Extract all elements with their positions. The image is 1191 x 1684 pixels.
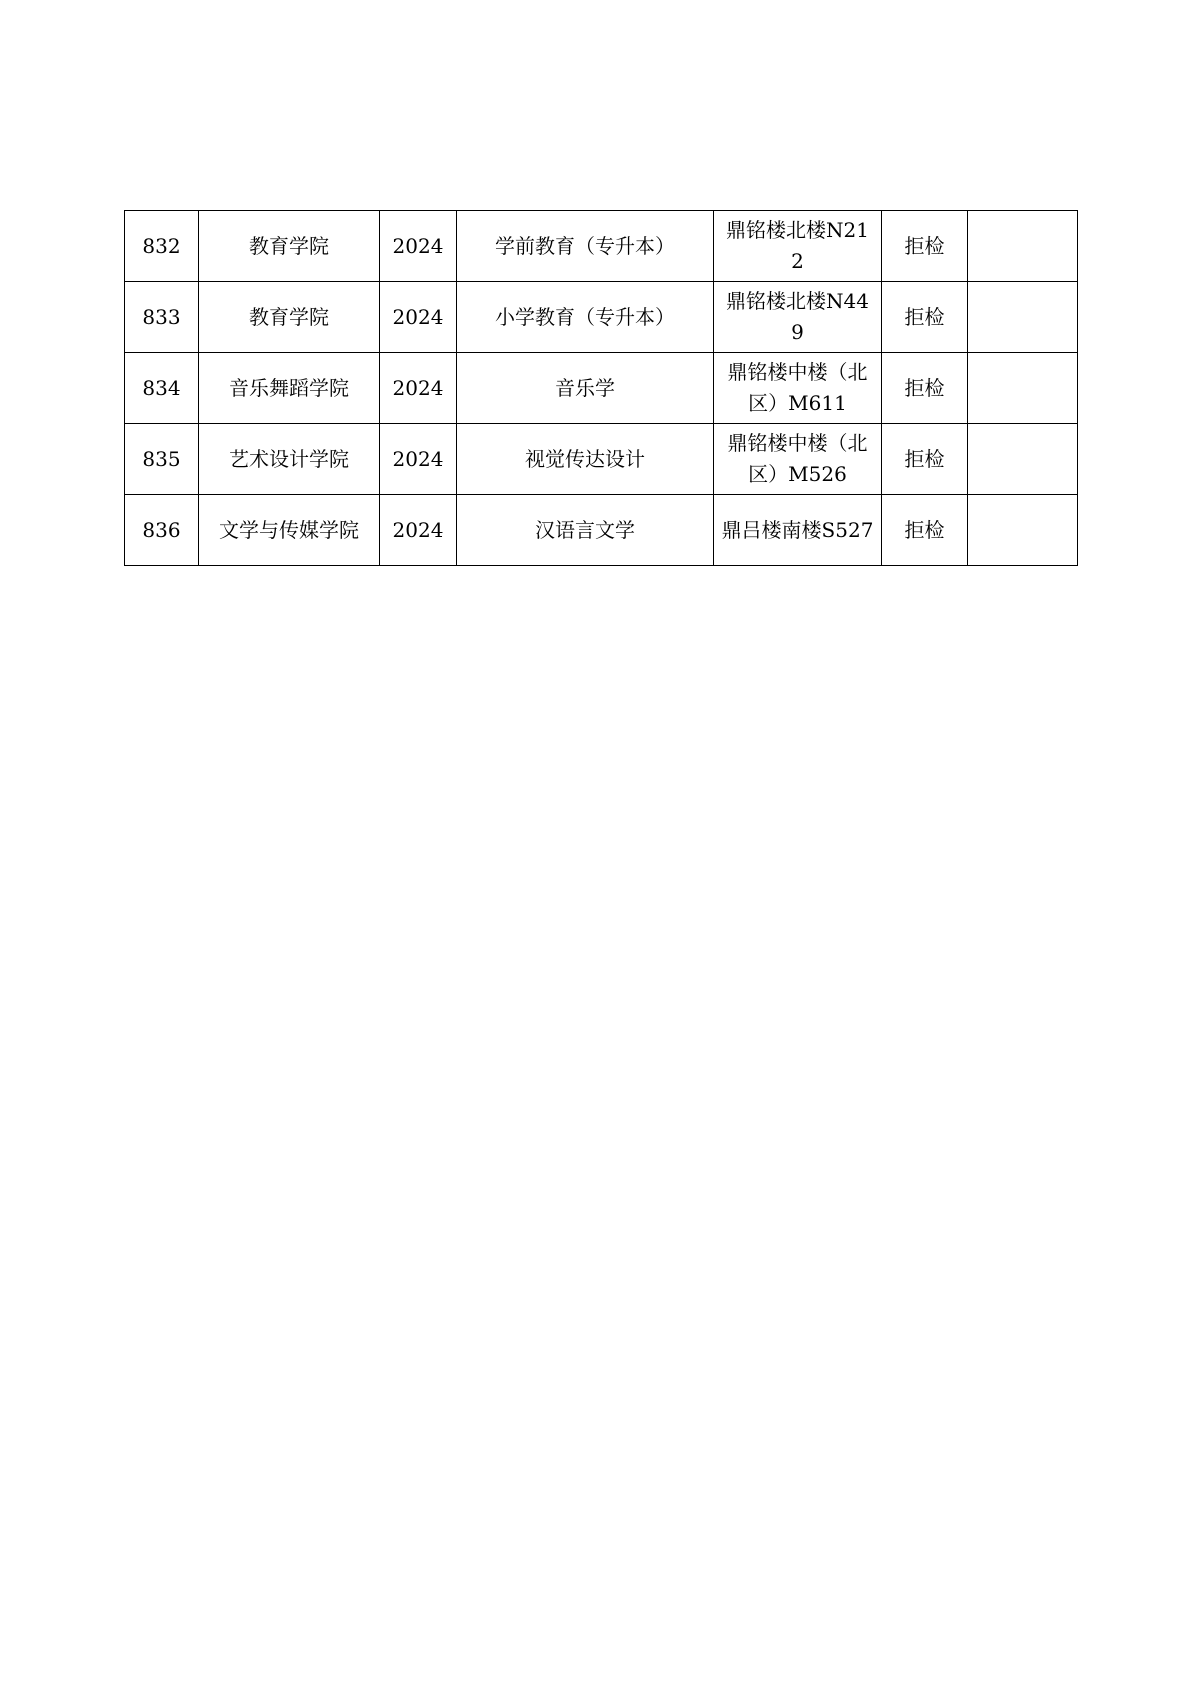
table-row (125, 211, 1078, 282)
cell-college: 音乐舞蹈学院 (199, 353, 380, 424)
cell-status: 拒检 (882, 211, 968, 282)
cell-college: 教育学院 (199, 211, 380, 282)
cell-year: 2024 (380, 495, 457, 566)
cell-location: 鼎铭楼中楼（北区）M611 (714, 353, 882, 424)
cell-note (968, 282, 1078, 353)
cell-year: 2024 (380, 353, 457, 424)
cell-note (968, 211, 1078, 282)
cell-no: 832 (125, 211, 199, 282)
cell-year: 2024 (380, 282, 457, 353)
cell-note (968, 353, 1078, 424)
cell-location: 鼎吕楼南楼S527 (714, 495, 882, 566)
cell-status: 拒检 (882, 424, 968, 495)
cell-location: 鼎铭楼北楼N212 (714, 211, 882, 282)
cell-status: 拒检 (882, 353, 968, 424)
cell-no: 834 (125, 353, 199, 424)
cell-note (968, 424, 1078, 495)
cell-no: 836 (125, 495, 199, 566)
cell-location: 鼎铭楼北楼N449 (714, 282, 882, 353)
cell-major: 小学教育（专升本） (457, 282, 714, 353)
cell-college: 教育学院 (199, 282, 380, 353)
cell-location: 鼎铭楼中楼（北区）M526 (714, 424, 882, 495)
table-row (125, 353, 1078, 424)
cell-year: 2024 (380, 424, 457, 495)
cell-major: 音乐学 (457, 353, 714, 424)
table-row (125, 282, 1078, 353)
cell-status: 拒检 (882, 282, 968, 353)
cell-status: 拒检 (882, 495, 968, 566)
cell-major: 汉语言文学 (457, 495, 714, 566)
cell-no: 833 (125, 282, 199, 353)
records-table (124, 210, 1078, 566)
cell-college: 艺术设计学院 (199, 424, 380, 495)
cell-note (968, 495, 1078, 566)
table-row (125, 424, 1078, 495)
cell-no: 835 (125, 424, 199, 495)
table-row (125, 495, 1078, 566)
cell-year: 2024 (380, 211, 457, 282)
cell-major: 学前教育（专升本） (457, 211, 714, 282)
cell-major: 视觉传达设计 (457, 424, 714, 495)
cell-college: 文学与传媒学院 (199, 495, 380, 566)
